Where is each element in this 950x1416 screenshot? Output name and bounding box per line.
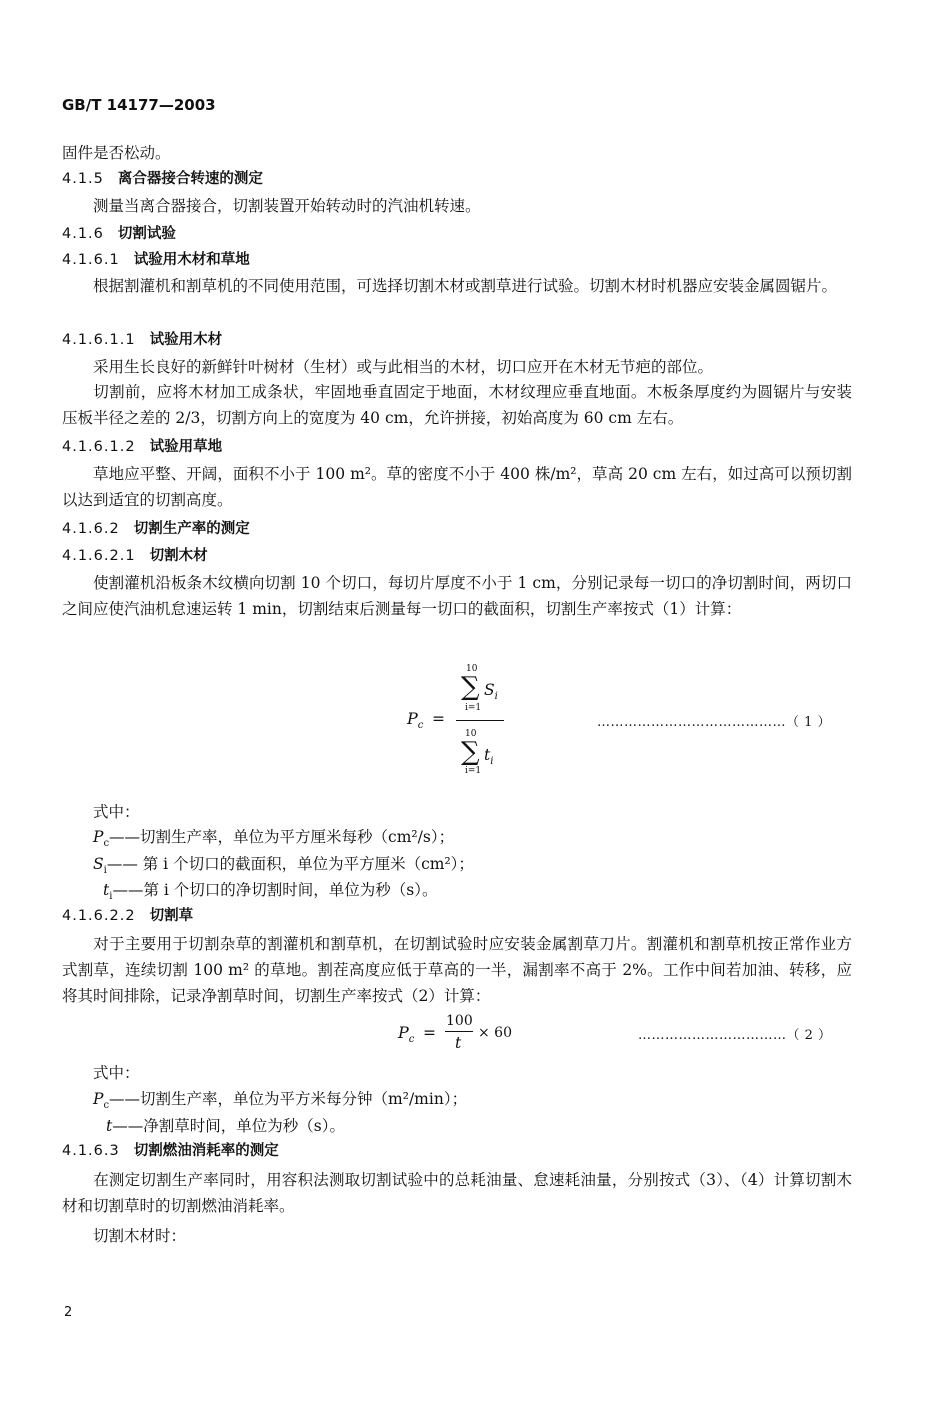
heading-4-1-6-1-1	[62, 330, 222, 350]
heading-4-1-6-2-1	[62, 546, 208, 566]
paragraph: 使割灌机沿板条木纹横向切割 10 个切口，每切片厚度不小于 1 cm，分别记录每一切口的净切割时间，两切口之间应使汽油机怠速运转 1 min，切割结束后测量每一切口的截面积，切割生产率按式（1）计算：	[62, 574, 852, 618]
variable-definition: t——净割草时间，单位为秒（s）。	[106, 1117, 345, 1135]
heading-4-1-6-2-2	[62, 906, 193, 926]
denominator-term: $t_i$	[484, 746, 494, 768]
variable-definition: $S_i——$ 第 i 个切口的截面积，单位为平方厘米（cm²）；	[93, 855, 474, 877]
heading-number: 4.1.6	[62, 226, 104, 242]
heading-4-1-5	[62, 169, 263, 189]
fraction-bar	[445, 1031, 473, 1032]
equation-number: ……………………………………（ 1 ）	[597, 715, 832, 730]
where-label: 式中：	[93, 1064, 140, 1082]
standard-number: GB/T 14177—2003	[62, 96, 216, 114]
paragraph: 对于主要用于切割杂草的割灌机和割草机，在切割试验时应安装金属割草刀片。割灌机和割草机按正常作业方式割草，连续切割 100 m² 的草地。割茬高度应低于草高的一半，漏割率不高于 2%。工作中间若加油、转移，应将其时间排除，记录净割草时间，切割生产率按式（2）计算：	[62, 935, 852, 1005]
sum-upper-limit: 10	[465, 729, 477, 739]
heading-number: 4.1.6.1.1	[62, 332, 136, 348]
paragraph: 切割前，应将木材加工成条状，牢固地垂直固定于地面，木材纹理应垂直地面。木板条厚度约为圆锯片与安装压板半径之差的 2/3，切割方向上的宽度为 40 cm，允许拼接，初始高度为 60 cm 左右。	[62, 383, 852, 427]
fraction-bar	[456, 720, 504, 721]
heading-title: 试验用木材和草地	[133, 252, 250, 268]
paragraph: 根据割灌机和割草机的不同使用范围，可选择切割木材或割草进行试验。切割木材时机器应安装金属圆锯片。	[93, 277, 838, 295]
heading-title: 切割燃油消耗率的测定	[133, 1143, 279, 1159]
heading-4-1-6-2	[62, 519, 250, 539]
heading-title: 切割木材	[149, 548, 208, 564]
heading-4-1-6	[62, 224, 176, 244]
paragraph: 采用生长良好的新鲜针叶树材（生材）或与此相当的木材，切口应开在木材无节疤的部位。	[93, 358, 714, 376]
numerator-term: $S_i$	[484, 681, 498, 703]
sigma-numerator: ∑	[461, 672, 480, 702]
variable-definition: $P_c——$切割生产率，单位为平方厘米每秒（cm²/s）；	[93, 828, 455, 850]
heading-title: 切割生产率的测定	[133, 521, 250, 537]
sigma-denominator: ∑	[461, 737, 480, 767]
heading-title: 离合器接合转速的测定	[117, 171, 263, 187]
heading-title: 试验用木材	[149, 332, 223, 348]
formula-equals: =	[432, 710, 445, 728]
formula-equals: =	[423, 1024, 436, 1042]
formula-multiplier: × 60	[478, 1025, 512, 1041]
heading-4-1-6-1	[62, 250, 250, 270]
heading-title: 试验用草地	[149, 439, 223, 455]
paragraph: 在测定切割生产率同时，用容积法测取切割试验中的总耗油量、怠速耗油量，分别按式（3）、（4）计算切割木材和切割草时的切割燃油消耗率。	[62, 1171, 852, 1215]
heading-4-1-6-3	[62, 1141, 279, 1161]
sum-upper-limit: 10	[466, 664, 478, 674]
sum-lower-limit: i=1	[465, 766, 482, 776]
formula-lhs: $P_c$	[407, 709, 424, 732]
fraction-numerator: 100	[446, 1013, 473, 1029]
heading-number: 4.1.5	[62, 171, 104, 187]
paragraph: 测量当离合器接合，切割装置开始转动时的汽油机转速。	[93, 197, 481, 215]
heading-number: 4.1.6.2.2	[62, 908, 136, 924]
heading-4-1-6-1-2	[62, 437, 222, 457]
heading-title: 切割草	[149, 908, 194, 924]
heading-number: 4.1.6.2.1	[62, 548, 136, 564]
page-number: 2	[64, 1305, 73, 1320]
variable-definition: $P_c——$切割生产率，单位为平方米每分钟（m²/min）；	[93, 1090, 468, 1112]
fraction-denominator: t	[455, 1034, 462, 1052]
heading-number: 4.1.6.1	[62, 252, 120, 268]
paragraph-continued: 固件是否松动。	[62, 144, 171, 162]
equation-number: ……………………………（ 2 ）	[638, 1028, 832, 1043]
heading-title: 切割试验	[117, 226, 176, 242]
variable-definition: $t_i——$第 i 个切口的净切割时间，单位为秒（s）。	[103, 881, 438, 903]
formula-lhs: $P_c$	[398, 1023, 415, 1046]
where-label: 式中：	[93, 803, 140, 821]
sum-lower-limit: i=1	[465, 703, 482, 713]
heading-number: 4.1.6.1.2	[62, 439, 136, 455]
paragraph: 草地应平整、开阔，面积不小于 100 m²。草的密度不小于 400 株/m²，草高 20 cm 左右，如过高可以预切割以达到适宜的切割高度。	[62, 465, 852, 509]
paragraph: 切割木材时：	[93, 1227, 187, 1245]
heading-number: 4.1.6.3	[62, 1143, 120, 1159]
heading-number: 4.1.6.2	[62, 521, 120, 537]
